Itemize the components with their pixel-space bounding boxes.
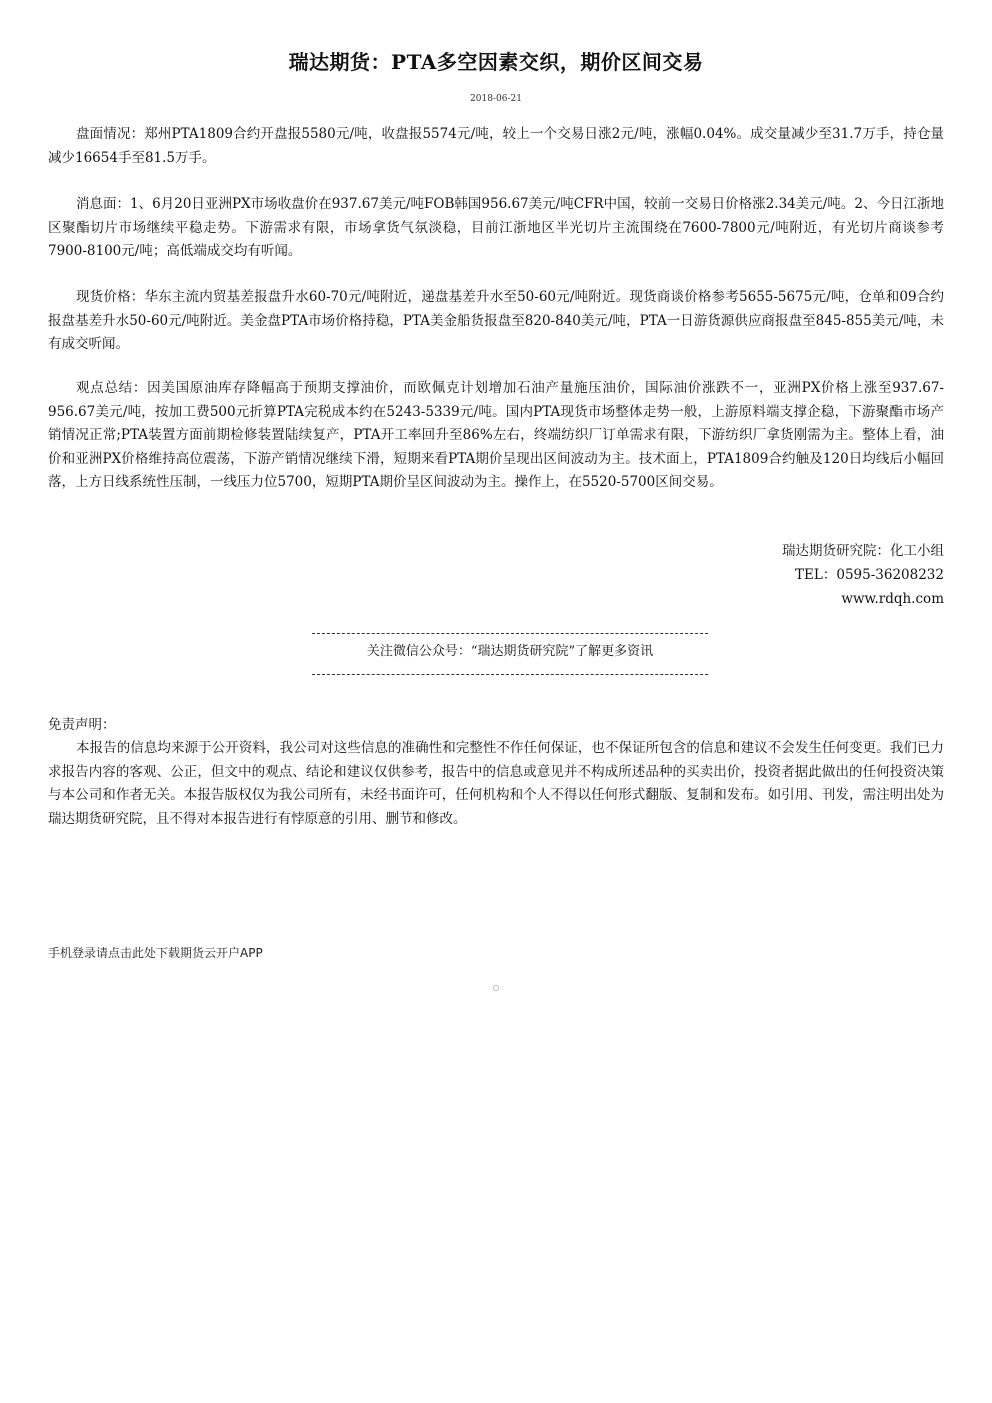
summary-text: 观点总结：因美国原油库存降幅高于预期支撑油价，而欧佩克计划增加石油产量施压油价，国际油价涨跌不一，亚洲PX价格上涨至937.67-956.67美元/吨，按加工费500元折算PTA完税成本约在5243-5339元/吨。国内PTA现货市场整体走势一般，上游原料端支撑企稳，下游聚酯市场产销情况正常;PTA装置方面前期检修装置陆续复产，PTA开工率回升至86%左右，终端纺织厂订单需求有限，下游纺织厂拿货刚需为主。整体上看，油价和亚洲PX价格维持高位震荡，下游产销情况继续下滑，短期来看PTA期价呈现出区间波动为主。技术面上，PTA1809合约触及120日均线后小幅回落，上方日线系统性压制，一线压力位5700，短期PTA期价呈区间波动为主。操作上，在5520-5700区间交易。 <box>48 380 944 490</box>
report-title: 瑞达期货：PTA多空因素交织，期价区间交易 <box>288 50 704 74</box>
signature-tel: TEL：0595-36208232 <box>795 567 944 583</box>
dashed-divider-top <box>312 633 708 634</box>
news-paragraph <box>48 193 944 264</box>
news-text: 消息面：1、6月20日亚洲PX市场收盘价在937.67美元/吨FOB韩国956.67美元/吨CFR中国，较前一交易日价格涨2.34美元/吨。2、今日江浙地区聚酯切片市场继续平稳走势。下游需求有限，市场拿货气氛淡稳，目前江浙地区半光切片主流围绕在7600-7800元/吨附近，有光切片商谈参考7900-8100元/吨；高低端成交均有听闻。 <box>48 196 944 259</box>
download-app-link[interactable]: 手机登录请点击此处下载期货云开户APP <box>48 946 263 960</box>
disclaimer-paragraph <box>48 737 944 831</box>
signature-block <box>782 539 944 611</box>
follow-text: 关注微信公众号：“瑞达期货研究院”了解更多资讯 <box>366 644 654 659</box>
summary-paragraph <box>48 377 944 495</box>
market-paragraph <box>48 123 944 170</box>
spot-price-paragraph <box>48 286 944 357</box>
disclaimer-text: 本报告的信息均来源于公开资料，我公司对这些信息的准确性和完整性不作任何保证，也不保证所包含的信息和建议不会发生任何变更。我们已力求报告内容的客观、公正，但文中的观点、结论和建议仅供参考，报告中的信息或意见并不构成所述品种的买卖出价，投资者据此做出的任何投资决策与本公司和作者无关。本报告版权仅为我公司所有，未经书面许可，任何机构和个人不得以任何形式翻版、复制和发布。如引用、刊发，需注明出处为瑞达期货研究院，且不得对本报告进行有悖原意的引用、删节和修改。 <box>48 740 944 827</box>
disclaimer-title: 免责声明： <box>48 717 116 733</box>
spot-price-text: 现货价格：华东主流内贸基差报盘升水60-70元/吨附近，递盘基差升水至50-60元/吨附近。现货商谈价格参考5655-5675元/吨，仓单和09合约报盘基差升水50-60元/吨附近。美金盘PTA市场价格持稳，PTA美金船货报盘至820-840美元/吨，PTA一日游货源供应商报盘至845-855美元/吨，未有成交听闻。 <box>48 289 944 352</box>
report-date: 2018-06-21 <box>470 94 522 104</box>
small-circle-mark <box>493 985 499 991</box>
signature-org: 瑞达期货研究院：化工小组 <box>782 543 944 559</box>
market-text: 盘面情况：郑州PTA1809合约开盘报5580元/吨，收盘报5574元/吨，较上一个交易日涨2元/吨，涨幅0.04%。成交量减少至31.7万手，持仓量减少16654手至81.5万手。 <box>48 126 944 166</box>
follow-notice <box>260 625 760 675</box>
dashed-divider-bottom <box>312 674 708 675</box>
signature-website: www.rdqh.com <box>841 591 944 607</box>
